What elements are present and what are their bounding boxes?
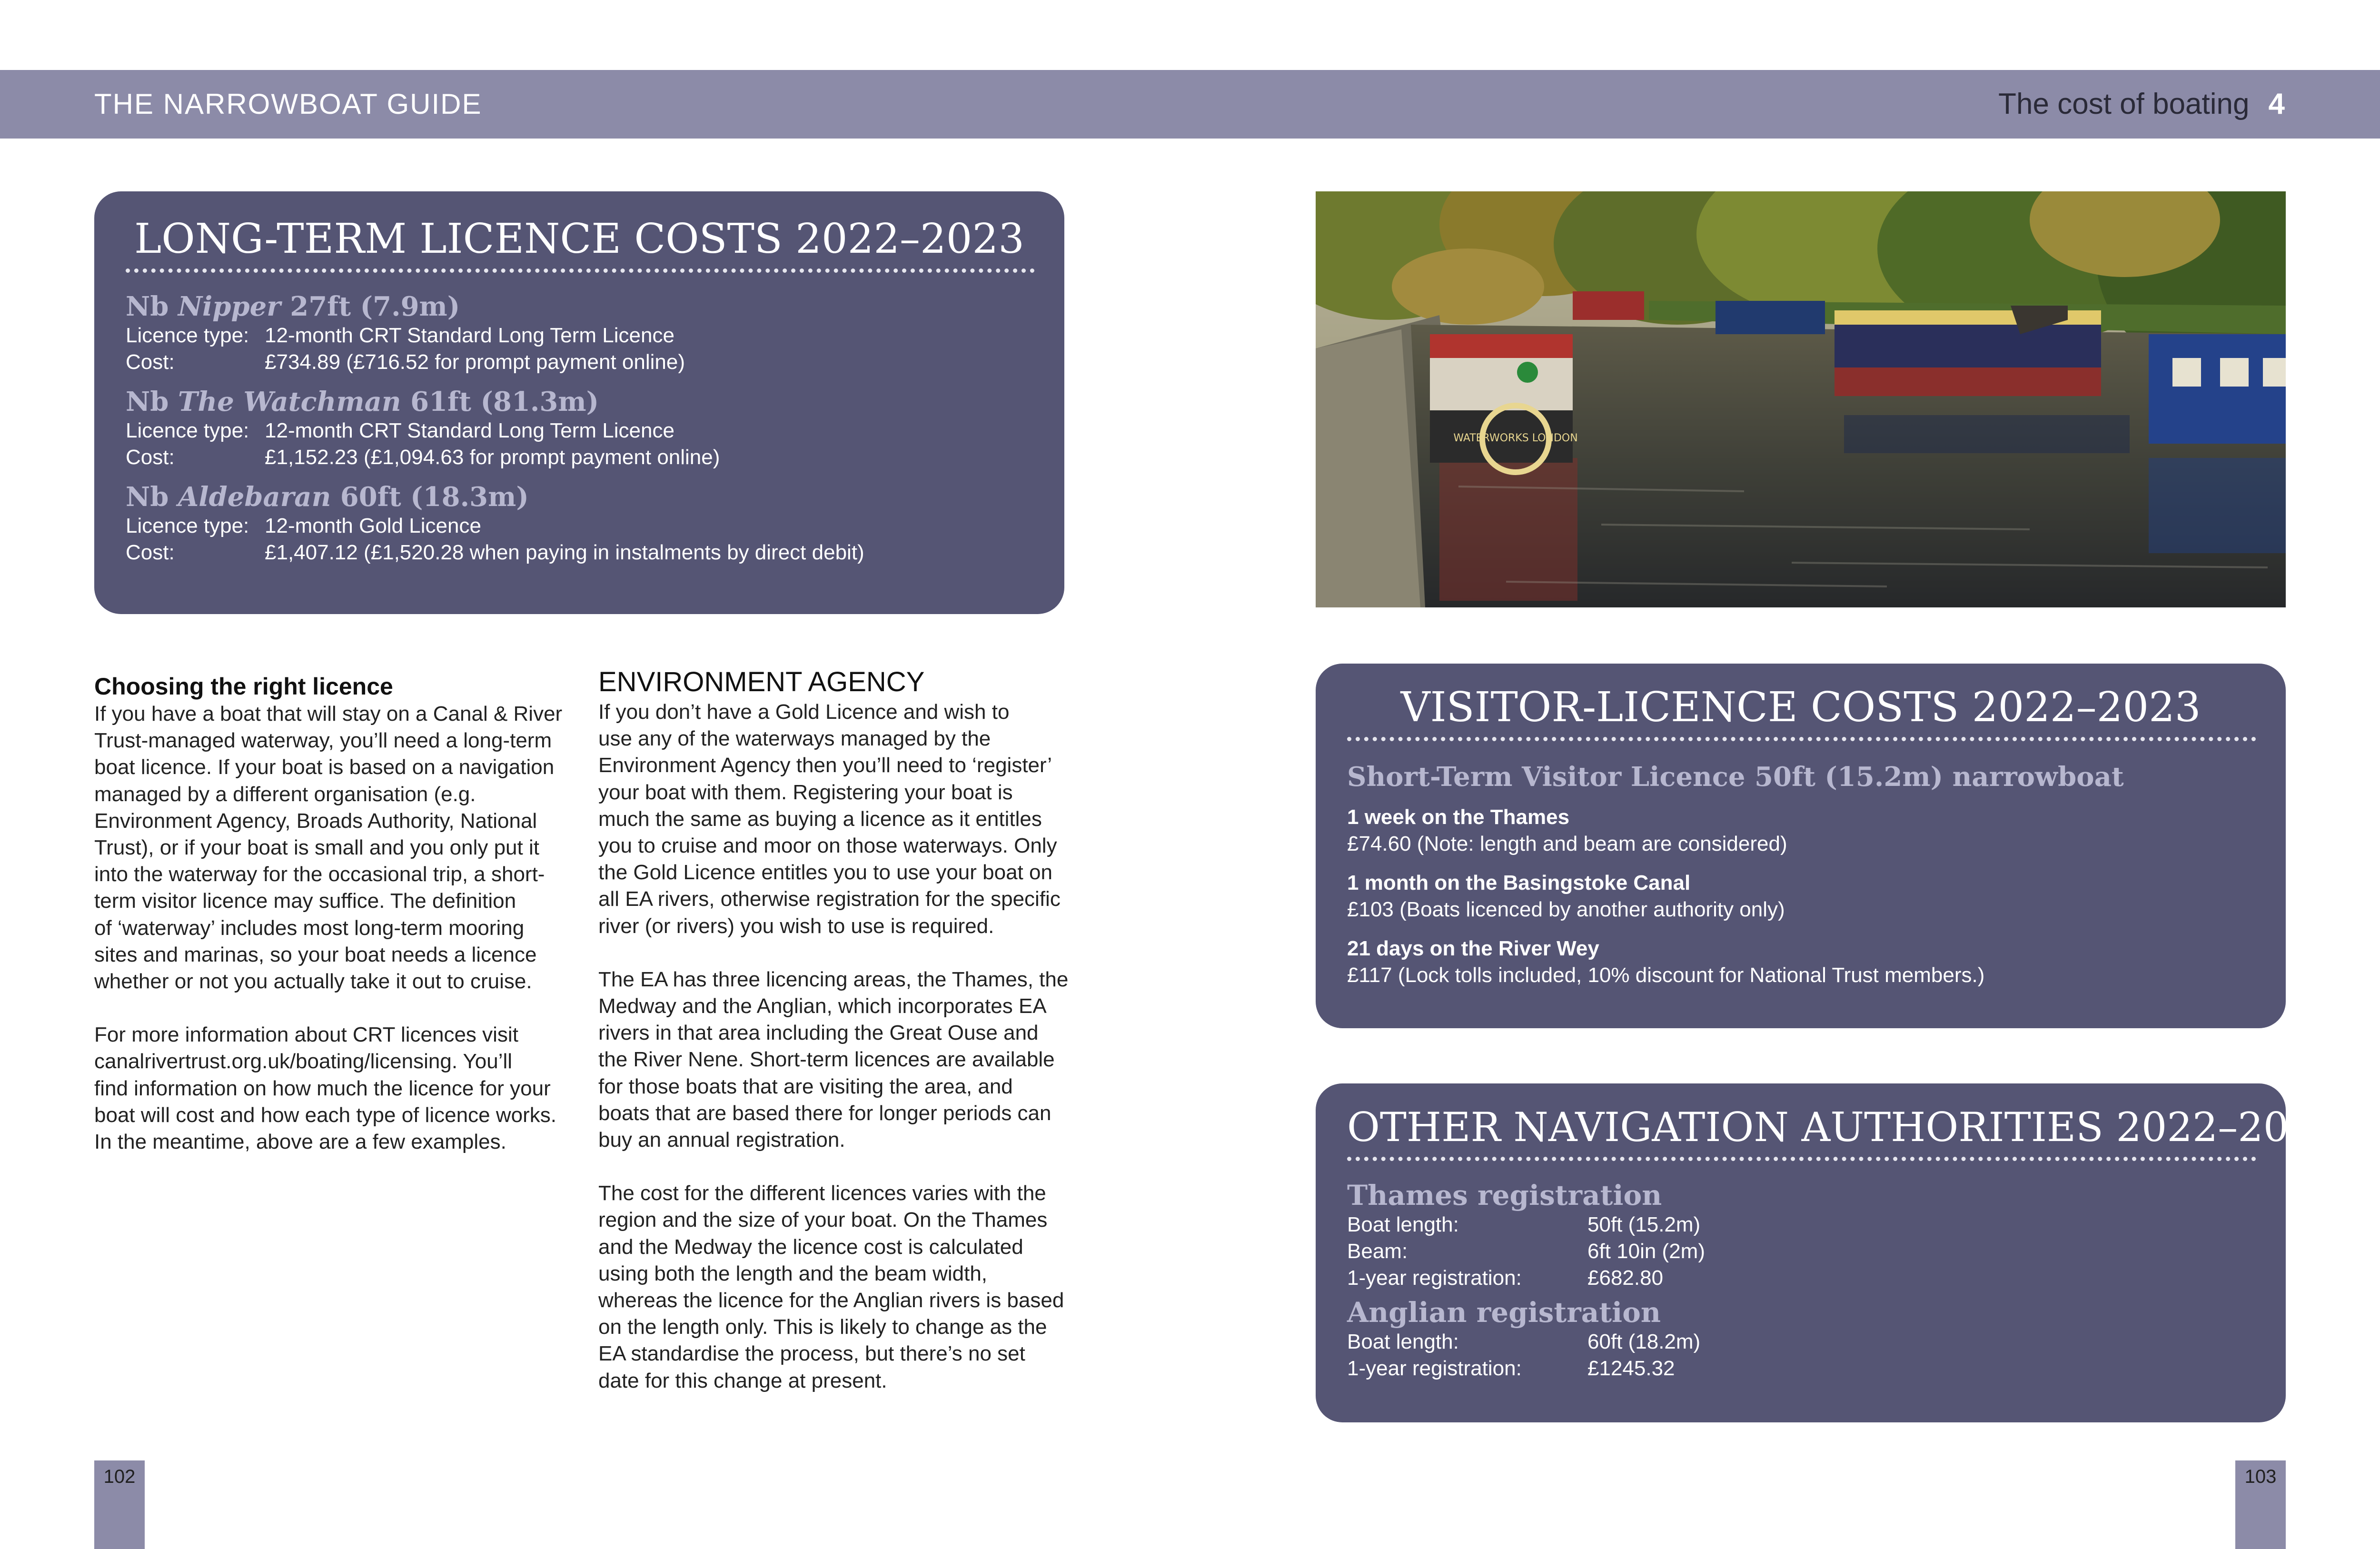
environment-paragraph-1: If you don’t have a Gold Licence and wish to use any of the waterways managed by the Environment Agency then you’ll need to ‘register’ your boat with them. Registering your boat is much the same as buying a licence as it entitles you to cruise and moor on those waterways. Only the Gold Licence entitles you to use your boat on all EA rivers, otherwise registration for the specific river (or rivers) you wish to use is required. xyxy=(598,700,1061,938)
boat-name: Nb Aldebaran 60ft (18.3m) xyxy=(126,481,529,513)
thames-row: Boat length: 50ft (15.2m) xyxy=(1347,1213,1701,1236)
chapter-name: The cost of boating xyxy=(1998,88,2250,120)
other-authorities-panel xyxy=(1316,1083,2340,1422)
licence-type-row: Licence type: 12-month Gold Licence xyxy=(126,514,481,537)
visitor-title: VISITOR-LICENCE COSTS 2022–2023 xyxy=(1400,684,2201,731)
visitor-licence-panel xyxy=(1316,664,2286,1028)
chapter-number: 4 xyxy=(2268,88,2285,120)
page-number-left: 102 xyxy=(94,1460,145,1549)
boat-entry xyxy=(126,481,1033,566)
anglian-registration xyxy=(1347,1296,2254,1382)
visitor-subtitle: Short-Term Visitor Licence 50ft (15.2m) narrowboat xyxy=(1347,761,2124,793)
visitor-item xyxy=(1347,804,2254,857)
anglian-row: 1-year registration: £1245.32 xyxy=(1347,1357,1675,1380)
other-title: OTHER NAVIGATION AUTHORITIES 2022–2023 xyxy=(1347,1104,2340,1151)
boat-name: Nb Nipper 27ft (7.9m) xyxy=(126,291,460,322)
thames-row: 1-year registration: £682.80 xyxy=(1347,1266,1664,1290)
cost-row: Cost: £734.89 (£716.52 for prompt payment online) xyxy=(126,350,685,374)
environment-agency-column xyxy=(598,665,1068,1394)
visitor-item-label: 21 days on the River Wey xyxy=(1347,937,1599,960)
environment-heading: ENVIRONMENT AGENCY xyxy=(598,666,925,697)
page-number-right: 103 xyxy=(2235,1460,2286,1549)
title-divider xyxy=(1347,1157,2256,1161)
running-header xyxy=(0,70,2380,139)
boat-sign-text: WATERWORKS LONDON xyxy=(1453,432,1578,444)
choosing-heading: Choosing the right licence xyxy=(94,673,393,700)
chapter-title xyxy=(1998,70,2285,139)
visitor-item-label: 1 month on the Basingstoke Canal xyxy=(1347,871,1691,894)
visitor-item xyxy=(1347,935,2254,989)
cost-row: Cost: £1,152.23 (£1,094.63 for prompt payment online) xyxy=(126,446,720,469)
thames-row: Beam: 6ft 10in (2m) xyxy=(1347,1240,1705,1263)
title-divider xyxy=(126,268,1035,273)
environment-paragraph-2: The EA has three licencing areas, the Thames, the Medway and the Anglian, which incorporates EA rivers in that area including the Great Ouse and the River Nene. Short-term licences are available for those boats that are visiting the area, and boats that are based there for longer periods can buy an annual registration. xyxy=(598,967,1069,1152)
licence-type-row: Licence type: 12-month CRT Standard Long Term Licence xyxy=(126,419,674,442)
boat-name: Nb The Watchman 61ft (81.3m) xyxy=(126,386,599,417)
choosing-licence-column xyxy=(94,672,562,1155)
thames-heading: Thames registration xyxy=(1347,1179,1662,1211)
environment-paragraph-3: The cost for the different licences varies with the region and the size of your boat. On the Thames and the Medway the licence cost is calculated using both the length and the beam width, whereas the licence for the Anglian rivers is based on the length only. This is likely to change as the EA standardise the process, but there’s no set date for this change at present. xyxy=(598,1182,1064,1392)
long-term-title: LONG-TERM LICENCE COSTS 2022–2023 xyxy=(134,215,1024,263)
visitor-item-value: £117 (Lock tolls included, 10% discount for National Trust members.) xyxy=(1347,963,1985,987)
visitor-item-label: 1 week on the Thames xyxy=(1347,805,1570,829)
visitor-item-value: £103 (Boats licenced by another authority only) xyxy=(1347,898,1785,921)
visitor-item xyxy=(1347,870,2254,923)
title-divider xyxy=(1347,737,2256,741)
long-term-licence-panel xyxy=(94,191,1064,614)
boat-entry xyxy=(126,386,1033,471)
book-title: THE NARROWBOAT GUIDE xyxy=(94,88,482,120)
canal-narrowboats-photo xyxy=(1316,191,2286,607)
cost-row: Cost: £1,407.12 (£1,520.28 when paying in instalments by direct debit) xyxy=(126,541,864,564)
thames-registration xyxy=(1347,1179,2254,1291)
boat-entry xyxy=(126,291,1033,376)
visitor-item-value: £74.60 (Note: length and beam are considered) xyxy=(1347,832,1787,855)
anglian-heading: Anglian registration xyxy=(1347,1296,1661,1329)
choosing-paragraph-2: For more information about CRT licences visit canalrivertrust.org.uk/boating/licensing. You’ll find information on how much the licence for your boat will cost and how each type of licence works. In the meantime, above are a few examples. xyxy=(94,1023,556,1154)
anglian-row: Boat length: 60ft (18.2m) xyxy=(1347,1330,1701,1353)
licence-type-row: Licence type: 12-month CRT Standard Long Term Licence xyxy=(126,324,674,347)
choosing-paragraph-1: If you have a boat that will stay on a Canal & River Trust-managed waterway, you’ll need a long-term boat licence. If your boat is based on a navigation managed by a different organisation (e.g. Environment Agency, Broads Authority, National Trust), or if your boat is small and you only put it into the waterway for the occasional trip, a short- term visitor licence may suffice. The definition of ‘waterway’ includes most long-term mooring sites and marinas, so your boat needs a licence whether or not you actually take it out to cruise. xyxy=(94,702,563,993)
